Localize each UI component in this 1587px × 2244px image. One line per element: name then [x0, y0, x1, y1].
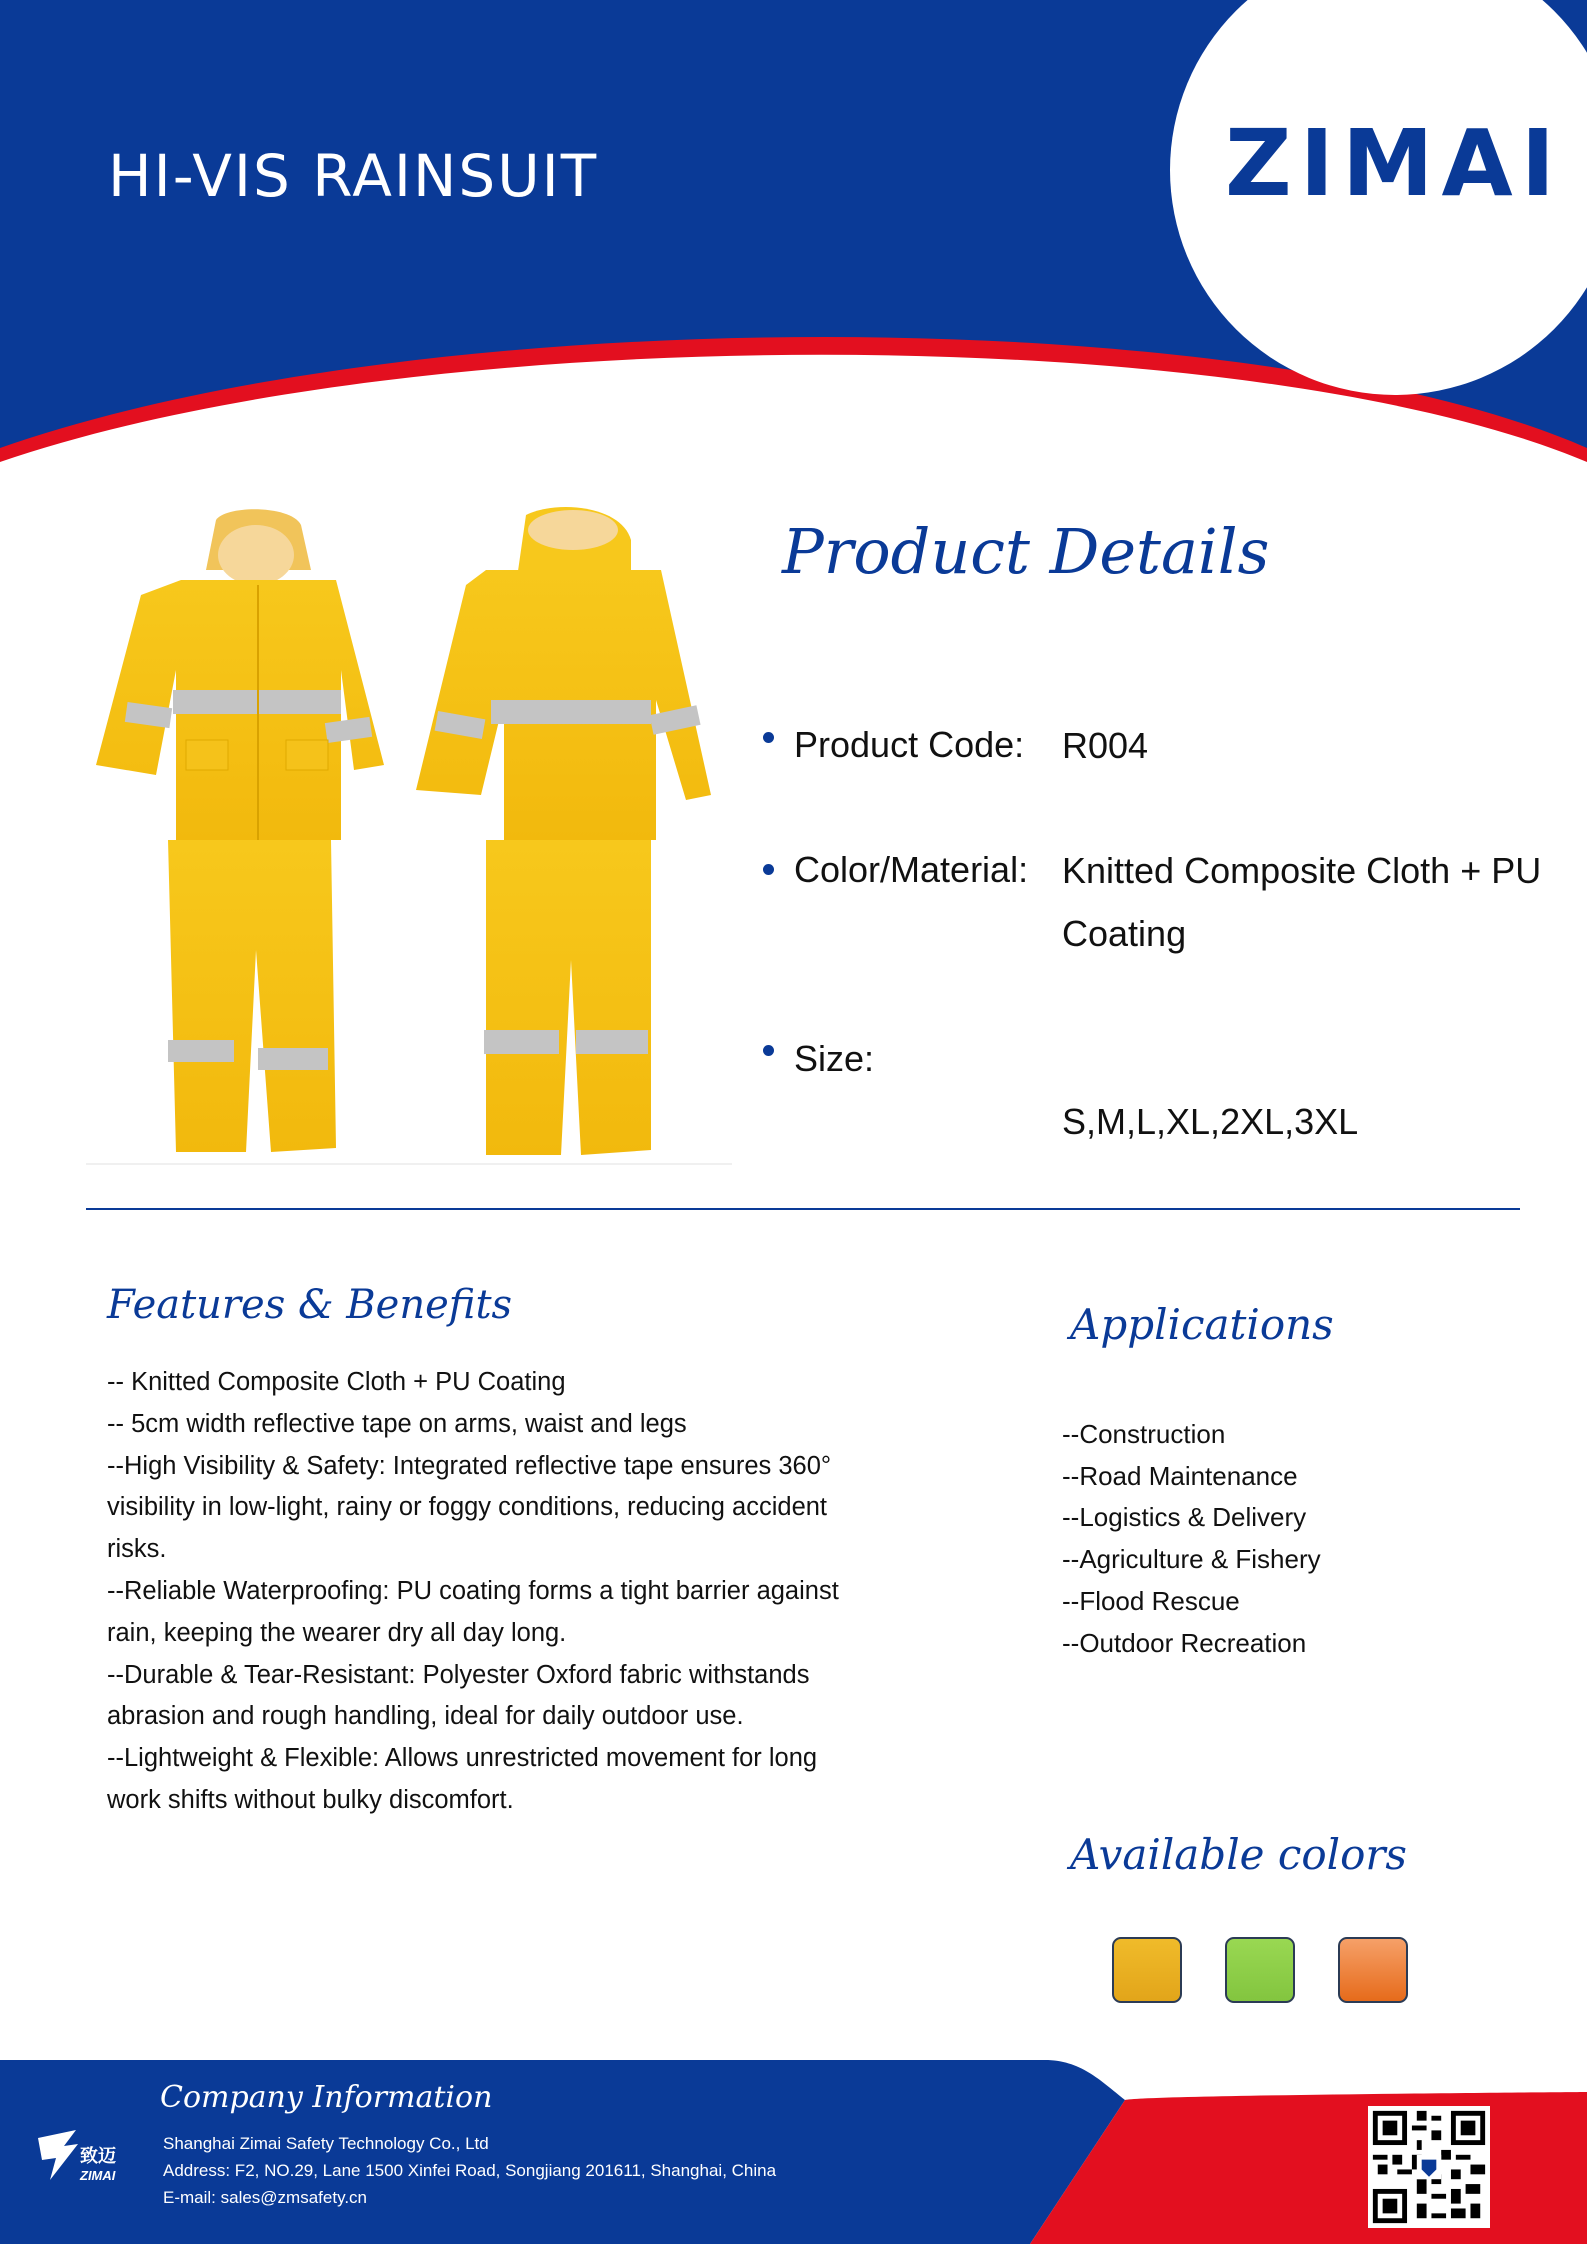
feature-line: abrasion and rough handling, ideal for daily outdoor use.: [107, 1702, 744, 1731]
features-heading: Features & Benefits: [107, 1282, 513, 1328]
product-details-heading: Product Details: [782, 515, 1270, 588]
product-photo: [86, 500, 732, 1166]
front-view: [96, 509, 384, 1152]
feature-line: --Durable & Tear-Resistant: Polyester Oxford fabric withstands: [107, 1660, 810, 1689]
spec-bullet: [763, 1045, 774, 1056]
feature-line: -- Knitted Composite Cloth + PU Coating: [107, 1368, 566, 1396]
feature-line: --High Visibility & Safety: Integrated reflective tape ensures 360°: [107, 1451, 832, 1480]
page-title: HI-VIS RAINSUIT: [108, 142, 599, 210]
company-email: E-mail: sales@zmsafety.cn: [163, 2188, 367, 2207]
spec-value-color-material-line2: Coating: [1062, 913, 1187, 954]
spec-value-size: S,M,L,XL,2XL,3XL: [1062, 1101, 1359, 1142]
company-address: Address: F2, NO.29, Lane 1500 Xinfei Road, Songjiang 201611, Shanghai, China: [163, 2161, 777, 2180]
application-item: --Logistics & Delivery: [1062, 1502, 1307, 1533]
section-divider: [86, 1208, 1520, 1210]
color-swatch-yellow: [1112, 1937, 1182, 2003]
company-logo-en: ZIMAI: [80, 2168, 116, 2183]
spec-label-product-code: Product Code:: [794, 724, 1025, 765]
company-logo-cn: 致迈: [80, 2146, 116, 2166]
company-heading: Company Information: [160, 2080, 493, 2115]
brand-logo: ZIMAI: [1225, 110, 1563, 217]
application-item: --Road Maintenance: [1062, 1460, 1298, 1491]
application-item: --Outdoor Recreation: [1062, 1627, 1307, 1658]
spec-bullet: [763, 732, 774, 743]
application-item: --Agriculture & Fishery: [1062, 1544, 1321, 1575]
features-list: [107, 1362, 937, 1822]
feature-line: --Lightweight & Flexible: Allows unrestricted movement for long: [107, 1744, 818, 1773]
back-view: [416, 507, 711, 1155]
feature-line: risks.: [107, 1535, 167, 1564]
spec-value-color-material-line1: Knitted Composite Cloth + PU: [1062, 850, 1542, 891]
feature-line: --Reliable Waterproofing: PU coating forms a tight barrier against: [107, 1576, 839, 1605]
company-name: Shanghai Zimai Safety Technology Co., Ltd: [163, 2134, 489, 2153]
spec-bullet: [763, 864, 774, 875]
feature-line: -- 5cm width reflective tape on arms, waist and legs: [107, 1409, 687, 1438]
header-banner: [0, 0, 1587, 470]
application-item: --Flood Rescue: [1062, 1585, 1240, 1616]
applications-heading: Applications: [1070, 1300, 1334, 1349]
spec-label-size: Size:: [794, 1038, 875, 1079]
application-item: --Construction: [1062, 1419, 1226, 1449]
color-swatch-orange: [1338, 1937, 1408, 2003]
color-swatch-green: [1225, 1937, 1295, 2003]
qr-code: [1368, 2106, 1490, 2228]
spec-value-product-code: R004: [1062, 725, 1149, 766]
feature-line: rain, keeping the wearer dry all day long.: [107, 1618, 567, 1647]
feature-line: visibility in low-light, rainy or foggy conditions, reducing accident: [107, 1493, 828, 1522]
spec-label-color-material: Color/Material:: [794, 849, 1029, 890]
applications-list: [1062, 1414, 1321, 1664]
feature-line: work shifts without bulky discomfort.: [107, 1785, 514, 1814]
available-colors-heading: Available colors: [1070, 1830, 1407, 1879]
